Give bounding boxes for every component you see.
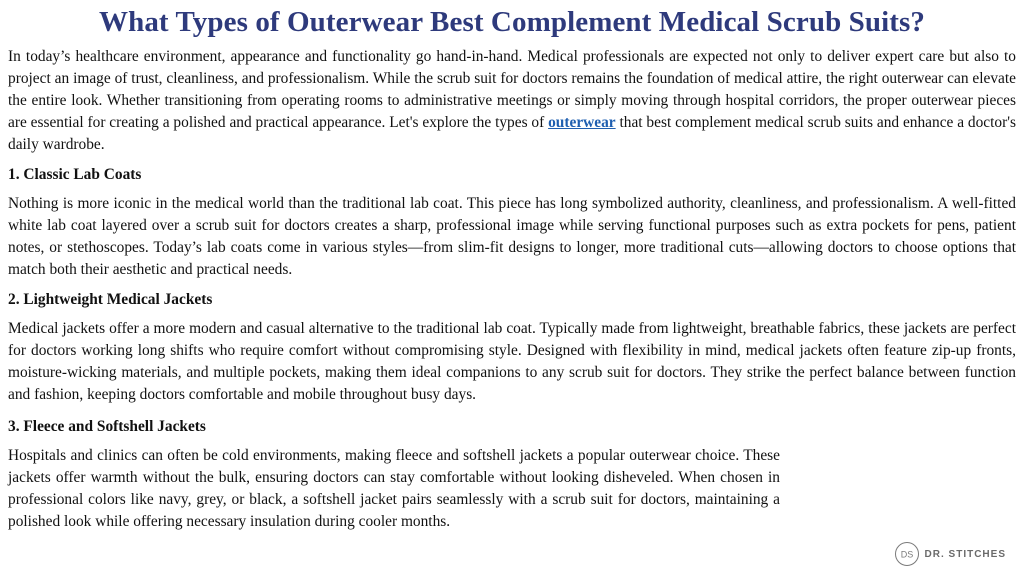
section-body-medical-jackets: Medical jackets offer a more modern and casual alternative to the traditional lab coat. Typically made from lightweight, breathable fabrics, these jackets are perfect for doctors working long shifts who require comfort without compromising style. Designed with flexibility in mind, medical jackets often feature zip-up fronts, moisture-wicking materials, and multiple pockets, making them ideal companions to any scrub suit for doctors. They strike the perfect balance between function and fashion, keeping doctors comfortable and mobile throughout busy days. <box>8 320 1016 403</box>
brand-logo <box>895 542 1006 566</box>
intro-text-before: In today’s healthcare environment, appearance and functionality go hand-in-hand. Medical professionals are expected not only to deliver expert care but also to project an image of trust, cleanliness, and professionalism. While the scrub suit for doctors remains the foundation of medical attire, the right outerwear can elevate the entire look. Whether transitioning from operating rooms to administrative meetings or simply moving through hospital corridors, the proper outerwear pieces are essential for creating a polished and practical appearance. Let's explore the types of <box>8 48 1016 131</box>
logo-mark-text: DS <box>900 549 913 560</box>
page-title: What Types of Outerwear Best Complement Medical Scrub Suits? <box>98 6 925 38</box>
article-content <box>8 46 1016 533</box>
section-body-fleece-softshell: Hospitals and clinics can often be cold environments, making fleece and softshell jackets a popular outerwear choice. These jackets offer warmth without the bulk, ensuring doctors can stay comfortable without looking disheveled. When chosen in professional colors like navy, grey, or black, a softshell jacket pairs seamlessly with a scrub suit for doctors, maintaining a polished look while offering necessary insulation during cooler months. <box>8 447 780 530</box>
section-body-lab-coats: Nothing is more iconic in the medical world than the traditional lab coat. This piece has long symbolized authority, cleanliness, and professionalism. A well-fitted white lab coat layered over a scrub suit for doctors creates a sharp, professional image while serving functional purposes such as extra pockets for pens, patient notes, or stethoscopes. Today’s lab coats come in various styles—from slim-fit designs to longer, more traditional cuts—allowing doctors to choose options that match both their aesthetic and practical needs. <box>8 195 1016 278</box>
logo-text: DR. STITCHES <box>924 548 1006 560</box>
intro-text-after: that best complement medical scrub suits and enhance a doctor's daily wardrobe. <box>8 114 1016 153</box>
logo-mark-icon <box>895 542 919 566</box>
section-heading-lab-coats: 1. Classic Lab Coats <box>8 166 142 183</box>
outerwear-link[interactable]: outerwear <box>548 114 616 131</box>
section-heading-medical-jackets: 2. Lightweight Medical Jackets <box>8 291 213 308</box>
ds-monogram-icon <box>900 547 914 561</box>
section-heading-fleece-softshell: 3. Fleece and Softshell Jackets <box>8 418 206 435</box>
intro-paragraph <box>8 46 1016 156</box>
